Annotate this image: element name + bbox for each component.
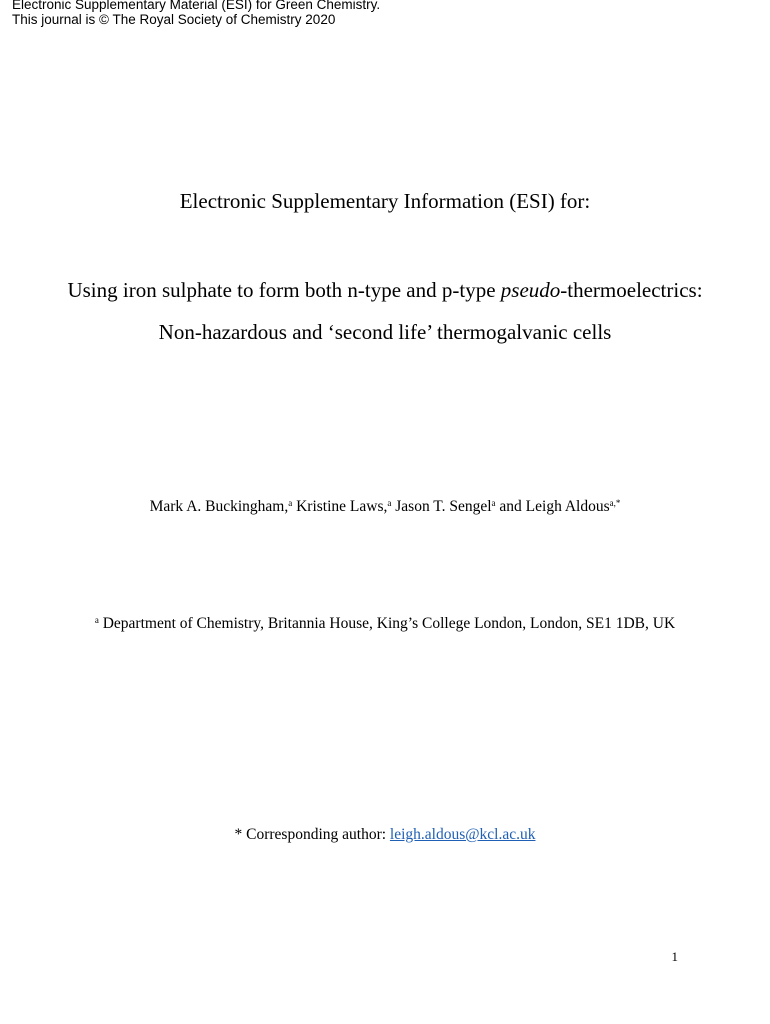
header-line-copyright: This journal is © The Royal Society of Chemistry 2020 bbox=[12, 12, 336, 27]
affiliation bbox=[60, 614, 710, 634]
paper-title-part1: Using iron sulphate to form both n-type and p-type bbox=[67, 278, 501, 302]
page-number: 1 bbox=[671, 949, 678, 964]
affiliation-text: Department of Chemistry, Britannia House, King’s College London, London, SE1 1DB, UK bbox=[98, 615, 676, 632]
author-name: Kristine Laws, bbox=[292, 498, 388, 515]
author-affiliation-marker: a,* bbox=[609, 498, 621, 508]
author-affiliation-marker: a bbox=[288, 498, 293, 508]
corresponding-label: * Corresponding author: bbox=[234, 826, 390, 843]
paper-title-italic: pseudo bbox=[500, 278, 561, 302]
paper-title bbox=[60, 270, 710, 353]
author-name: Jason T. Sengel bbox=[391, 498, 492, 515]
esi-title: Electronic Supplementary Information (ESI) for: bbox=[179, 189, 591, 213]
corresponding-author bbox=[0, 824, 770, 846]
affiliation-marker: a bbox=[94, 615, 99, 625]
email-link[interactable]: leigh.aldous@kcl.ac.uk bbox=[389, 826, 536, 843]
header-line-esi: Electronic Supplementary Material (ESI) for Green Chemistry. bbox=[12, 0, 381, 12]
paper-title-part2: -thermoelectrics: Non-hazardous and ‘second life’ thermogalvanic cells bbox=[158, 278, 703, 344]
journal-header bbox=[12, 0, 380, 27]
author-affiliation-marker: a bbox=[387, 498, 392, 508]
author-list bbox=[0, 496, 770, 518]
author-affiliation-marker: a bbox=[491, 498, 496, 508]
author-name: and Leigh Aldous bbox=[495, 498, 610, 515]
author-name: Mark A. Buckingham, bbox=[149, 498, 289, 515]
